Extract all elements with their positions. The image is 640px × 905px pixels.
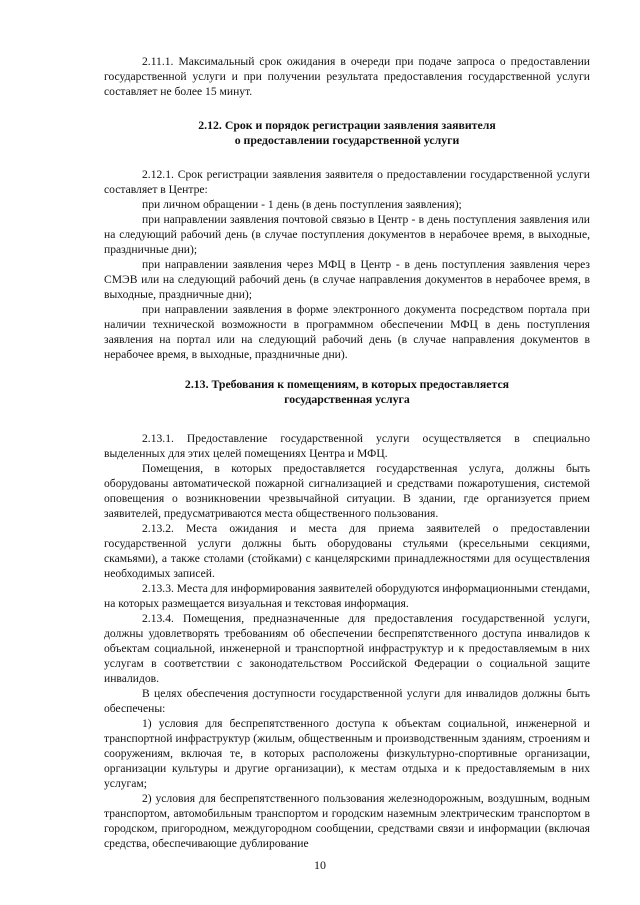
section-heading-2-12-line2: о предоставлении государственной услуги xyxy=(234,133,460,147)
paragraph-2-12-1: 2.12.1. Срок регистрации заявления заявителя о предоставлении государственной услуги составляет в Центре: xyxy=(104,168,590,196)
paragraph-2-13-3: 2.13.3. Места для информирования заявителей оборудуются информационными стендами, на которых размещается визуальная и текстовая информация. xyxy=(104,582,590,610)
paragraph-2-13-4: 2.13.4. Помещения, предназначенные для предоставления государственной услуги, должны удовлетворять требованиям об обеспечении беспрепятственного доступа инвалидов к объектам социальной, инженерной и транспортной инфраструктур и к предоставляемым в них услугам в соответствии с законодательством Российской Федерации о социальной защите инвалидов. xyxy=(104,612,590,685)
paragraph-personal-visit: при личном обращении - 1 день (в день поступления заявления); xyxy=(142,198,462,211)
section-heading-2-13-line2: государственная услуга xyxy=(284,392,410,406)
paragraph-premises: Помещения, в которых предоставляется государственная услуга, должны быть оборудованы автоматической пожарной сигнализацией и средствами пожаротушения, системой оповещения о возникновении чрезвычайной ситуации. В здании, где организуется прием заявителей, предусматриваются места общественного пользования. xyxy=(104,462,590,520)
section-heading-2-12-line1: 2.12. Срок и порядок регистрации заявления заявителя xyxy=(198,118,496,132)
paragraph-2-13-2: 2.13.2. Места ожидания и места для приема заявителей о предоставлении государственной услуги должны быть оборудованы стульями (кресельными секциями, скамьями), а также столами (стойками) с канцелярскими принадлежностями для осуществления необходимых записей. xyxy=(104,522,590,580)
section-heading-2-13 xyxy=(104,377,590,407)
paragraph-2-13-1: 2.13.1. Предоставление государственной услуги осуществляется в специально выделенных для этих целей помещениях Центра и МФЦ. xyxy=(104,432,590,460)
paragraph-postal: при направлении заявления почтовой связью в Центр - в день поступления заявления или на следующий рабочий день (в случае поступления документов в нерабочее время, в выходные, праздничные дни); xyxy=(104,213,590,256)
section-heading-2-13-line1: 2.13. Требования к помещениям, в которых предоставляется xyxy=(184,377,510,391)
list-item-1: 1) условия для беспрепятственного доступа к объектам социальной, инженерной и транспортной инфраструктур (жилым, общественным и производственным зданиям, строениям и сооружениям, включая те, в которых расположены физкультурно-спортивные организации, организации культуры и другие организации), к местам отдыха и к предоставляемым в них услугам; xyxy=(104,717,590,790)
page-number: 10 xyxy=(314,858,326,872)
list-item-2: 2) условия для беспрепятственного пользования железнодорожным, воздушным, водным транспортом, автомобильным транспортом и городским наземным электрическим транспортом в городском, пригородном, междугородном сообщении, средствами связи и информации (включая средства, обеспечивающие дублирование xyxy=(104,792,590,850)
paragraph-accessibility: В целях обеспечения доступности государственной услуги для инвалидов должны быть обеспечены: xyxy=(104,687,590,715)
paragraph-electronic: при направлении заявления в форме электронного документа посредством портала при наличии технической возможности в программном обеспечении МФЦ в день поступления заявления на портал или на следующий рабочий день (в случае направления документов в нерабочее время, в выходные, праздничные дни). xyxy=(104,303,590,361)
paragraph-2-11-1: 2.11.1. Максимальный срок ожидания в очереди при подаче запроса о предоставлении государственной услуги и при получении результата предоставления государственной услуги составляет не более 15 минут. xyxy=(104,55,590,98)
paragraph-via-mfc: при направлении заявления через МФЦ в Центр - в день поступления заявления через СМЭВ или на следующий рабочий день (в случае направления документов в нерабочее время, в выходные, праздничные дни); xyxy=(104,258,590,301)
section-heading-2-12 xyxy=(104,118,590,148)
